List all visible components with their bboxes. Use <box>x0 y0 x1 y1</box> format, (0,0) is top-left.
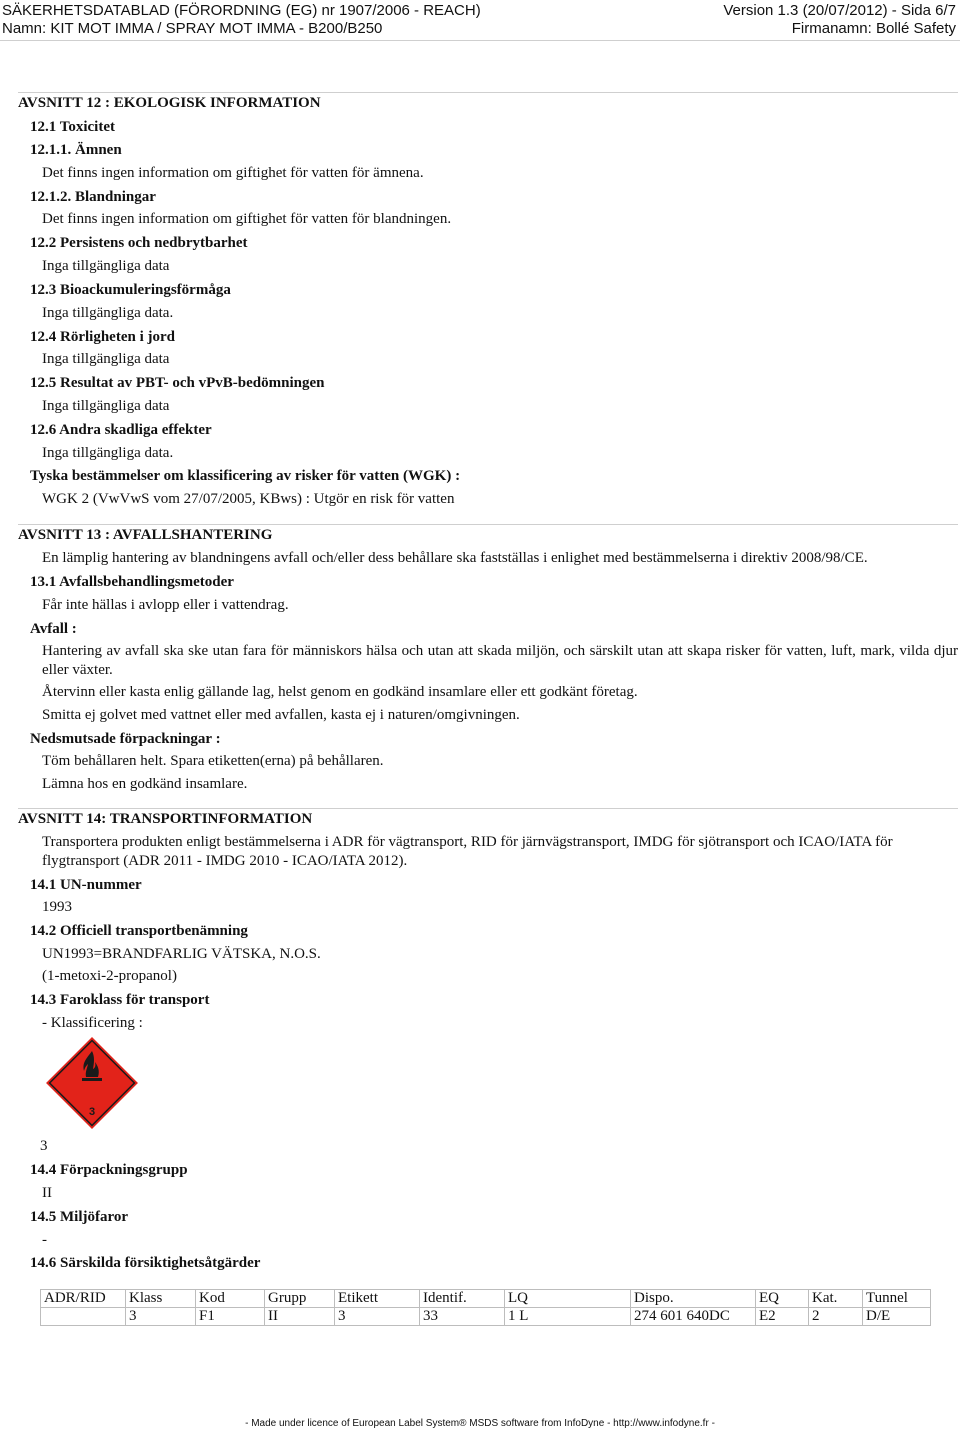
page-footer: - Made under licence of European Label System® MSDS software from InfoDyne - http://www.infodyne.fr - <box>245 1418 715 1429</box>
table-header-row <box>41 1290 931 1308</box>
table-header-cell: ADR/RID <box>41 1290 126 1308</box>
waste-label: Avfall : <box>30 621 77 637</box>
waste-text: Hantering av avfall ska ske utan fara för människors hälsa och utan att skada miljön, och särskilt utan att skapa risker för vatten, luft, mark, vilda djur eller växter. <box>42 643 958 678</box>
table-header-cell: Grupp <box>265 1290 335 1308</box>
packing-group-value: II <box>42 1185 52 1201</box>
wgk-heading: Tyska bestämmelser om klassificering av risker för vatten (WGK) : <box>30 468 461 484</box>
section-divider <box>18 808 958 809</box>
bioaccumulation-text: Inga tillgängliga data. <box>42 305 174 321</box>
table-header-cell: Kod <box>196 1290 265 1308</box>
table-header-cell: Dispo. <box>631 1290 756 1308</box>
table-header-cell: LQ <box>505 1290 631 1308</box>
persistence-text: Inga tillgängliga data <box>42 258 170 274</box>
pictogram-class-number: 3 <box>88 1106 96 1118</box>
substances-text: Det finns ingen information om giftighet för vatten för ämnena. <box>42 165 424 181</box>
un-number-value: 1993 <box>42 899 72 915</box>
persistence-heading: 12.2 Persistens och nedbrytbarhet <box>30 235 248 251</box>
table-header-cell: Etikett <box>335 1290 420 1308</box>
table-header-cell: EQ <box>756 1290 809 1308</box>
flammable-liquid-pictogram <box>40 1031 144 1135</box>
waste-methods-heading: 13.1 Avfallsbehandlingsmetoder <box>30 574 234 590</box>
pbt-heading: 12.5 Resultat av PBT- och vPvB-bedömningen <box>30 375 325 391</box>
table-header-cell: Klass <box>126 1290 196 1308</box>
wgk-text: WGK 2 (VwVwS vom 27/07/2005, KBws) : Utgör en risk för vatten <box>42 491 455 507</box>
table-cell: 3 <box>335 1308 420 1326</box>
classification-label: - Klassificering : <box>42 1015 143 1031</box>
special-precautions-heading: 14.6 Särskilda försiktighetsåtgärder <box>30 1255 261 1271</box>
shipping-name-heading: 14.2 Officiell transportbenämning <box>30 923 248 939</box>
other-effects-text: Inga tillgängliga data. <box>42 445 174 461</box>
shipping-name-substance: (1-metoxi-2-propanol) <box>42 968 177 984</box>
section-divider <box>18 524 958 525</box>
company-name: Firmanamn: Bollé Safety <box>791 20 956 37</box>
table-cell: 2 <box>809 1308 863 1326</box>
other-effects-heading: 12.6 Andra skadliga effekter <box>30 422 212 438</box>
waste-methods-text: Får inte hällas i avlopp eller i vattendrag. <box>42 597 289 613</box>
table-cell <box>41 1308 126 1326</box>
mixtures-text: Det finns ingen information om giftighet för vatten för blandningen. <box>42 211 452 227</box>
table-cell: D/E <box>863 1308 931 1326</box>
bioaccumulation-heading: 12.3 Bioackumuleringsförmåga <box>30 282 231 298</box>
packaging-label: Nedsmutsade förpackningar : <box>30 731 221 747</box>
table-cell: 33 <box>420 1308 505 1326</box>
table-row <box>41 1308 931 1326</box>
product-name: Namn: KIT MOT IMMA / SPRAY MOT IMMA - B200/B250 <box>2 20 383 37</box>
transport-table <box>40 1289 931 1326</box>
pbt-text: Inga tillgängliga data <box>42 398 170 414</box>
table-cell: E2 <box>756 1308 809 1326</box>
table-cell: 3 <box>126 1308 196 1326</box>
hazard-class-value: 3 <box>40 1138 48 1154</box>
recycle-text: Återvinn eller kasta enlig gällande lag, helst genom en godkänd insamlare eller ett godkänt företag. <box>42 684 638 700</box>
page-header <box>0 0 960 41</box>
contaminate-text: Smitta ej golvet med vattnet eller med avfallen, kasta ej i naturen/omgivningen. <box>42 707 520 723</box>
packing-group-heading: 14.4 Förpackningsgrupp <box>30 1162 188 1178</box>
transport-intro: Transportera produkten enligt bestämmelserna i ADR för vägtransport, RID för järnvägstransport, IMDG för sjötransport och ICAO/IATA för flygtransport (ADR 2011 - IMDG 2010 - ICAO/IATA 2012). <box>42 834 893 869</box>
table-cell: 1 L <box>505 1308 631 1326</box>
table-header-cell: Tunnel <box>863 1290 931 1308</box>
environmental-hazards-heading: 14.5 Miljöfaror <box>30 1209 129 1225</box>
mixtures-heading: 12.1.2. Blandningar <box>30 189 156 205</box>
shipping-name-value: UN1993=BRANDFARLIG VÄTSKA, N.O.S. <box>42 946 321 962</box>
environmental-hazards-value: - <box>42 1232 47 1248</box>
toxicity-heading: 12.1 Toxicitet <box>30 119 115 135</box>
doc-title: SÄKERHETSDATABLAD (FÖRORDNING (EG) nr 1907/2006 - REACH) <box>2 2 481 19</box>
table-header-cell: Kat. <box>809 1290 863 1308</box>
hazard-class-heading: 14.3 Faroklass för transport <box>30 992 210 1008</box>
mobility-heading: 12.4 Rörligheten i jord <box>30 329 175 345</box>
section-14-heading: AVSNITT 14: TRANSPORTINFORMATION <box>18 811 313 827</box>
un-number-heading: 14.1 UN-nummer <box>30 877 142 893</box>
section-divider <box>18 92 958 93</box>
mobility-text: Inga tillgängliga data <box>42 351 170 367</box>
packaging-text-2: Lämna hos en godkänd insamlare. <box>42 776 248 792</box>
version-info: Version 1.3 (20/07/2012) - Sida 6/7 <box>723 2 956 19</box>
packaging-text-1: Töm behållaren helt. Spara etiketten(erna) på behållaren. <box>42 753 384 769</box>
table-cell: II <box>265 1308 335 1326</box>
substances-heading: 12.1.1. Ämnen <box>30 142 122 158</box>
table-cell: 274 601 640DC <box>631 1308 756 1326</box>
table-header-cell: Identif. <box>420 1290 505 1308</box>
waste-intro: En lämplig hantering av blandningens avfall och/eller dess behållare ska fastställas i enlighet med bestämmelserna i direktiv 2008/98/CE. <box>42 550 868 566</box>
section-13-heading: AVSNITT 13 : AVFALLSHANTERING <box>18 527 273 543</box>
section-12-heading: AVSNITT 12 : EKOLOGISK INFORMATION <box>18 95 321 111</box>
table-cell: F1 <box>196 1308 265 1326</box>
